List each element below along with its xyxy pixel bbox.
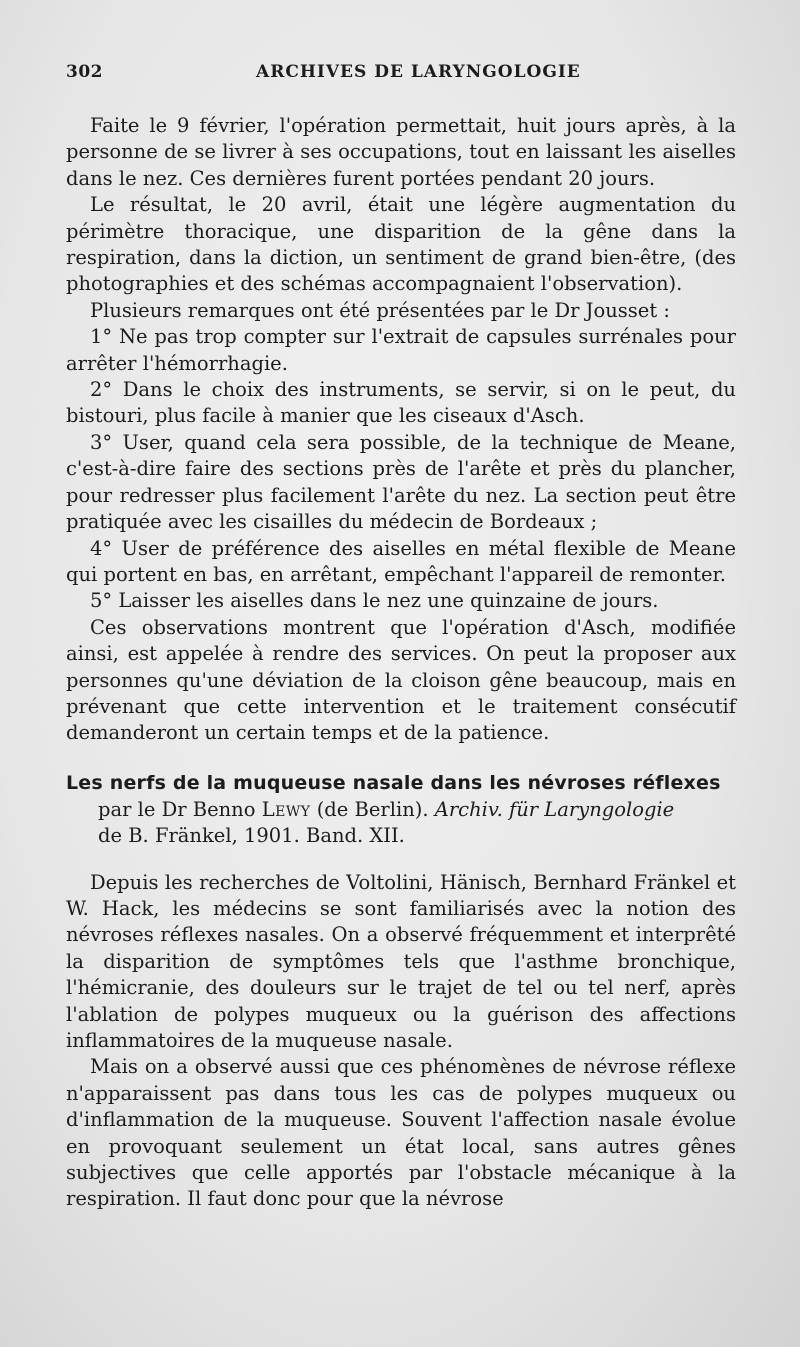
paragraph-conclusion: Ces observations montrent que l'opération d'Asch, modifiée ainsi, est appelée à rendre des services. On peut la proposer aux personnes qu'une déviation de la cloison gêne beaucoup, mais en prévenant que cette intervention et le traitement consécutif demanderont un certain temps et de la patience.: [66, 615, 736, 745]
remark-2: 2° Dans le choix des instruments, se servir, si on le peut, du bistouri, plus facile à manier que les ciseaux d'Asch.: [66, 378, 736, 428]
remark-3: 3° User, quand cela sera possible, de la technique de Meane, c'est-à-dire faire des sections près de l'arête et près du plancher, pour redresser plus facilement l'arête du nez. La section peut être pratiquée avec les cisailles du médecin de Bordeaux ;: [66, 430, 736, 534]
paragraph-result: Le résultat, le 20 avril, était une légère augmentation du périmètre thoracique, une disparition de la gêne dans la respiration, dans la diction, un sentiment de grand bien-être, (des photographies et des schémas accompagnaient l'observation).: [66, 193, 736, 296]
paragraph-remarks-intro: Plusieurs remarques ont été présentées par le Dr Jousset :: [90, 298, 670, 322]
paragraph-operation: Faite le 9 février, l'opération permettait, huit jours après, à la personne de se livrer à ses occupations, tout en laissant les aiselles dans le nez. Ces dernières furent portées pendant 20 jours.: [66, 114, 736, 190]
remark-1: 1° Ne pas trop compter sur l'extrait de capsules surrénales pour arrêter l'hémorrhagie.: [66, 325, 736, 375]
body-text: [66, 113, 736, 1213]
paragraph-research: Depuis les recherches de Voltolini, Hänisch, Bernhard Fränkel et W. Hack, les médecins se sont familiarisés avec la notion des névroses réflexes nasales. On a observé fréquemment et interprêté la disparition de symptômes tels que l'asthme bronchique, l'hémicranie, des douleurs sur le trajet de tel ou tel nerf, après l'ablation de polypes muqueux ou la guérison des affections inflammatoires de la muqueuse nasale.: [66, 870, 736, 1052]
article-title: Les nerfs de la muqueuse nasale dans les névroses réflexes: [66, 771, 721, 794]
page-number: 302: [66, 62, 103, 82]
running-title: ARCHIVES DE LARYNGOLOGIE: [256, 62, 581, 82]
citation-by: par le Dr Benno: [98, 797, 262, 821]
remark-4: 4° User de préférence des aiselles en métal flexible de Meane qui portent en bas, en arrêtant, empêchant l'appareil de remonter.: [66, 536, 736, 586]
section-gap: [66, 850, 736, 870]
citation-rest: de B. Fränkel, 1901. Band. XII.: [98, 824, 405, 848]
paragraph-observation: Mais on a observé aussi que ces phénomènes de névrose réflexe n'apparaissent pas dans tous les cas de polypes muqueux ou d'inflammation de la muqueuse. Souvent l'affection nasale évolue en provoquant seulement un état local, sans autres gênes subjectives que celle apportés par l'obstacle mécanique à la respiration. Il faut donc pour que la névrose: [66, 1055, 736, 1211]
journal-name: Archiv. für Laryngologie: [434, 797, 675, 821]
running-header: [66, 62, 736, 92]
remark-5: 5° Laisser les aiselles dans le nez une quinzaine de jours.: [90, 589, 659, 613]
citation-location: (de Berlin).: [310, 797, 435, 821]
author-surname: Lewy: [261, 797, 311, 821]
article-citation: [66, 797, 736, 850]
